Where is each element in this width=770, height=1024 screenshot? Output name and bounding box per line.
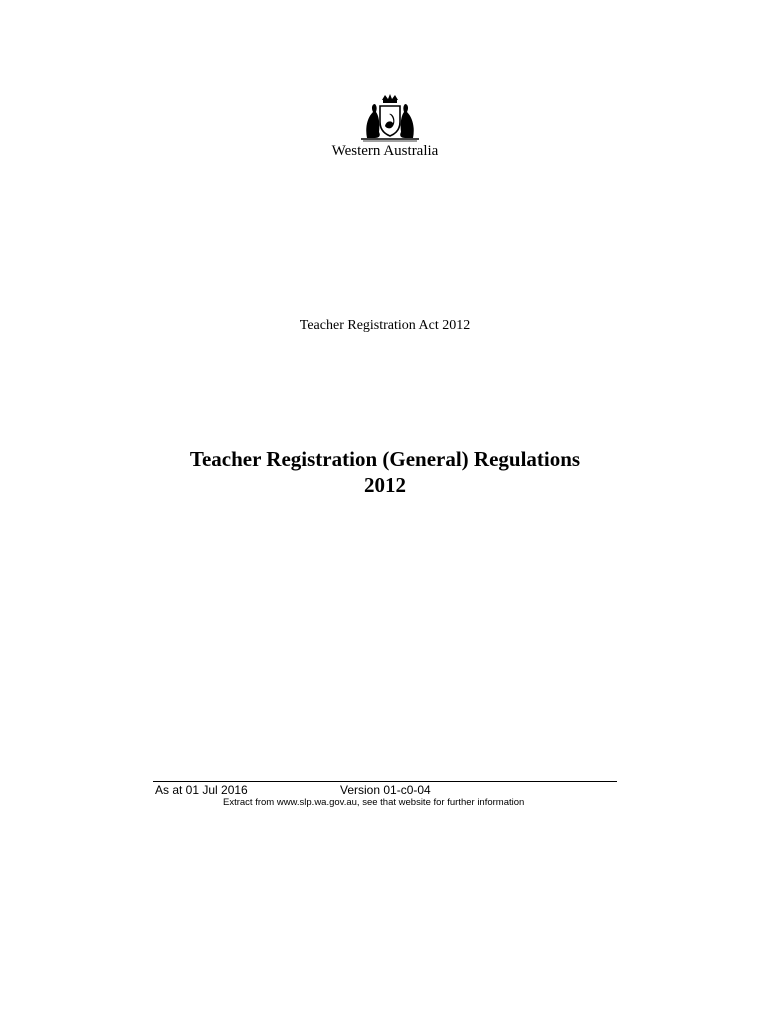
as-at-date: As at 01 Jul 2016 <box>155 783 248 797</box>
version-number: Version 01-c0-04 <box>340 783 431 797</box>
regulations-title <box>0 446 770 498</box>
footer-divider <box>153 781 617 782</box>
parent-act-name: Teacher Registration Act 2012 <box>299 318 471 333</box>
regulations-title-line-1: Teacher Registration (General) Regulations <box>189 447 581 471</box>
jurisdiction-label: Western Australia <box>331 143 439 159</box>
extract-source-note: Extract from www.slp.wa.gov.au, see that website for further information <box>223 797 525 808</box>
regulations-title-line-2: 2012 <box>364 473 406 497</box>
coat-of-arms-icon <box>355 92 425 144</box>
